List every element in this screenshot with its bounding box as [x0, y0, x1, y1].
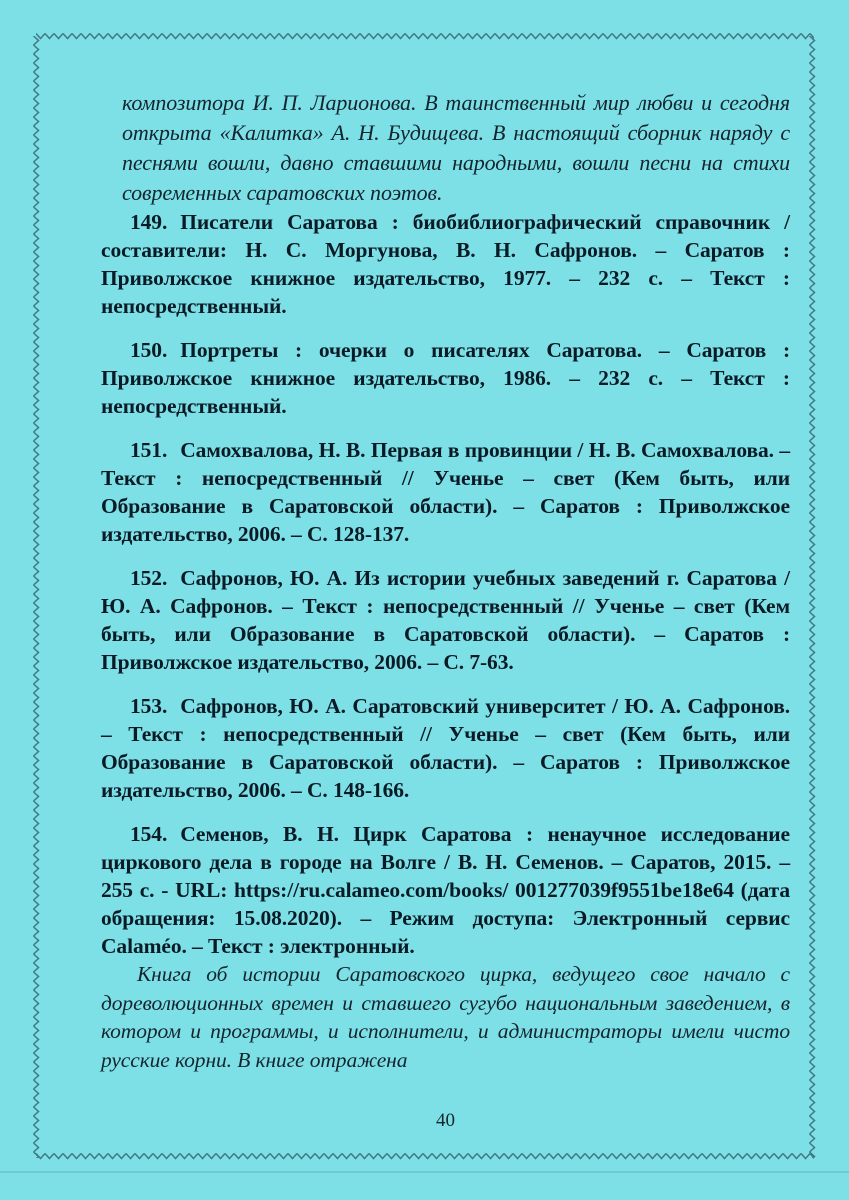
entry-text: Самохвалова, Н. В. Первая в провинции / Н. В. Самохвалова. – Текст : непосредственный // Ученье – свет (Кем быть, или Образование в Саратовской области). – Саратов : Приволжское издательство, 2006. – С. 128-137. [101, 438, 790, 546]
bibliography-entry-154 [101, 820, 790, 960]
bibliography-entry-150 [101, 336, 790, 420]
bibliography-entry-152 [101, 564, 790, 676]
entry-text: Семенов, В. Н. Цирк Саратова : ненаучное исследование циркового дела в городе на Волге / В. Н. Семенов. – Саратов, 2015. – 255 с. - URL: https://ru.calameo.com/books/ 001277039f9551be18e64 (дата обращения: 15.08.2020). – Режим доступа: Электронный сервис Calaméo. – Текст : электронный. [101, 822, 790, 958]
entry-number: 153. [130, 694, 168, 718]
entry-text: Сафронов, Ю. А. Из истории учебных заведений г. Саратова / Ю. А. Сафронов. – Текст : непосредственный // Ученье – свет (Кем быть, или Образование в Саратовской области). – Саратов : Приволжское издательство, 2006. – С. 7-63. [101, 566, 790, 674]
entry-text: Писатели Саратова : биобиблиографический справочник / составители: Н. С. Моргунова, В. Н. Сафронов. – Саратов : Приволжское книжное издательство, 1977. – 232 с. – Текст : непосредственный. [101, 210, 790, 318]
intro-paragraph: композитора И. П. Ларионова. В таинственный мир любви и сегодня открыта «Калитка» А. Н. Будищева. В настоящий сборник наряду с песнями вошли, давно ставшими народными, вошли песни на стихи современных саратовских поэтов. [122, 90, 790, 205]
annotation-paragraph: Книга об истории Саратовского цирка, ведущего свое начало с дореволюционных времен и ставшего сугубо национальным заведением, в котором и программы, и исполнители, и администраторы имели чисто русские корни. В книге отражена [101, 962, 790, 1072]
bibliography-entry-151 [101, 436, 790, 548]
entry-number: 149. [130, 210, 168, 234]
scan-artifact-line [0, 1171, 849, 1173]
entry-text: Сафронов, Ю. А. Саратовский университет / Ю. А. Сафронов. – Текст : непосредственный // Ученье – свет (Кем быть, или Образование в Саратовской области). – Саратов : Приволжское издательство, 2006. – С. 148-166. [101, 694, 790, 802]
entry-number: 151. [130, 438, 168, 462]
bibliography-entry-149 [101, 208, 790, 320]
page-content [101, 88, 790, 1074]
entry-number: 150. [130, 338, 168, 362]
entry-number: 154. [130, 822, 168, 846]
entry-number: 152. [130, 566, 168, 590]
bibliography-entry-153 [101, 692, 790, 804]
page-number: 40 [436, 1110, 455, 1131]
entry-text: Портреты : очерки о писателях Саратова. – Саратов : Приволжское книжное издательство, 1986. – 232 с. – Текст : непосредственный. [101, 338, 790, 418]
